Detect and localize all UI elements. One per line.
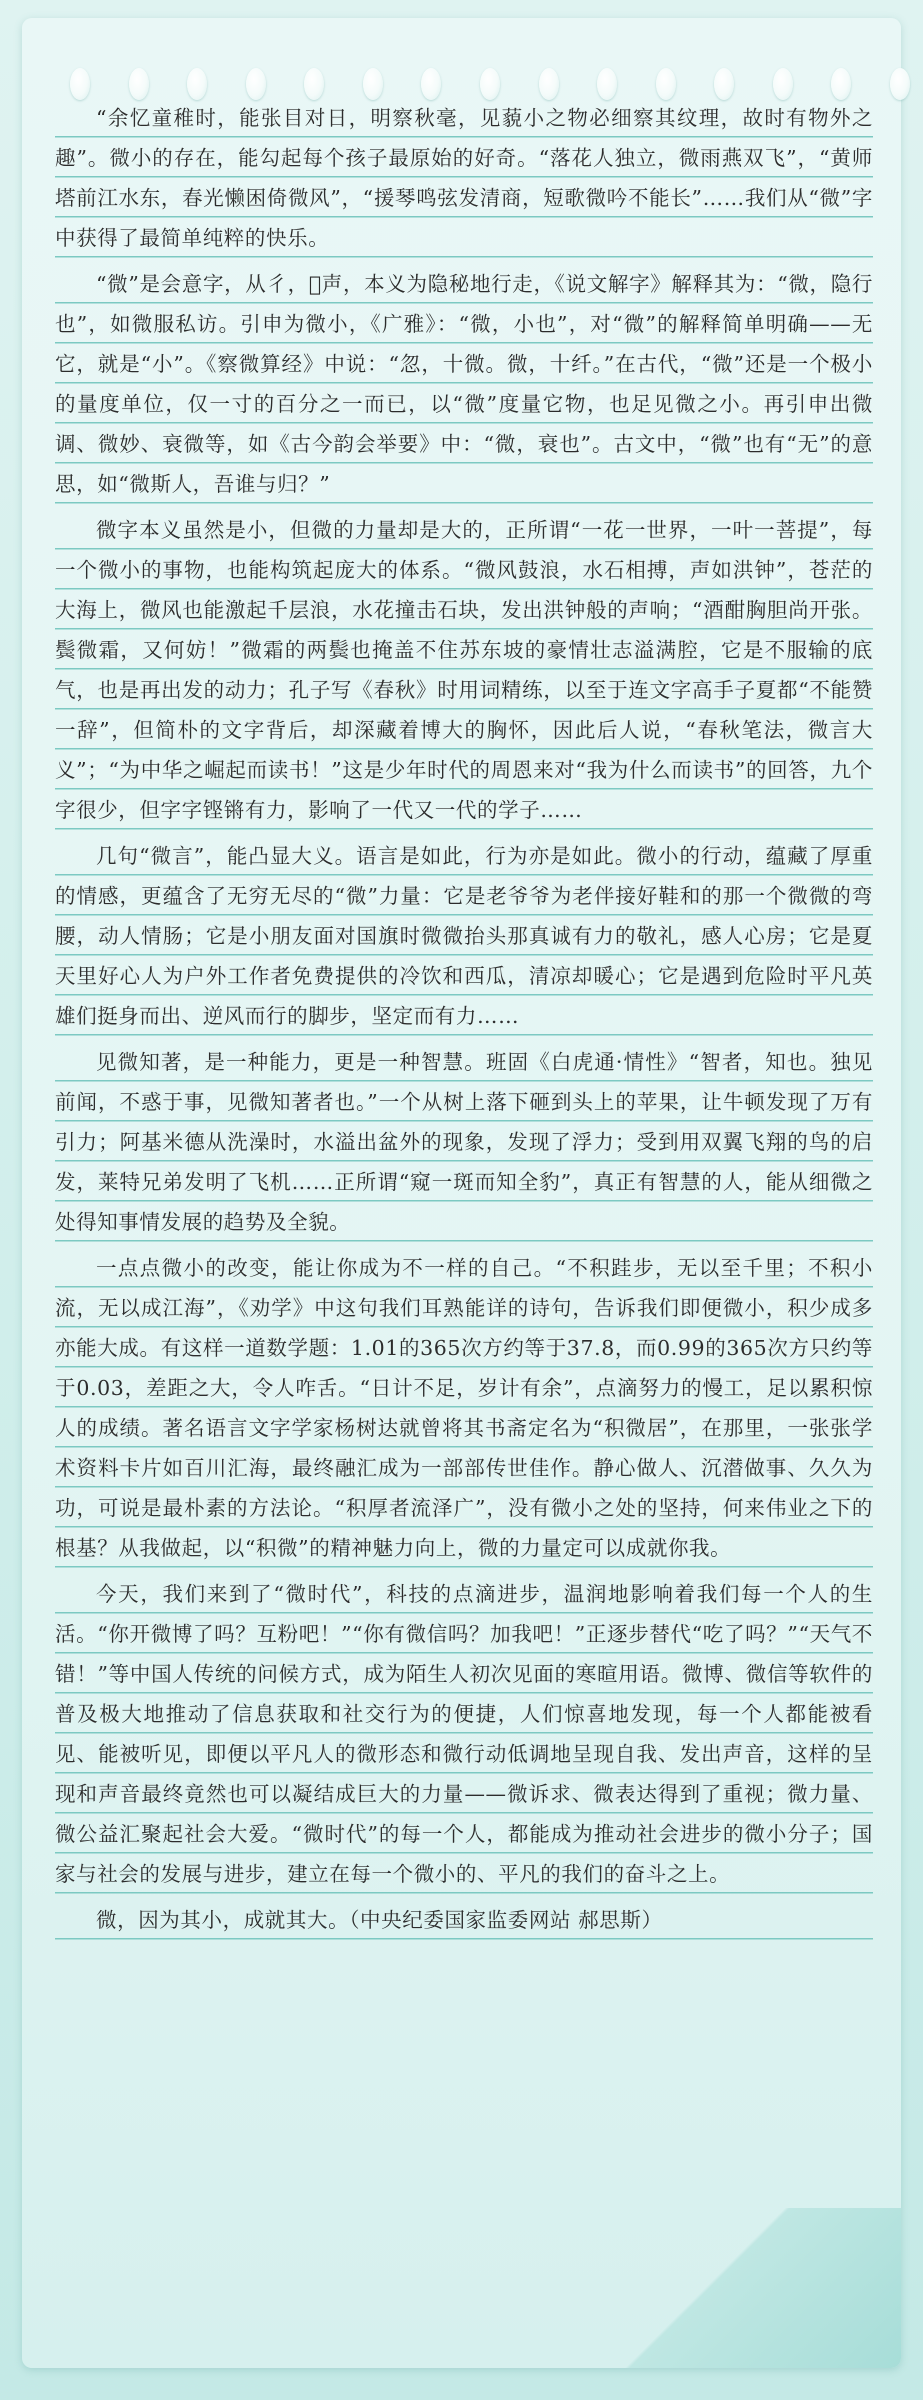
binding-hole	[421, 68, 441, 100]
article-paragraph: 几句“微言”，能凸显大义。语言是如此，行为亦是如此。微小的行动，蕴藏了厚重的情感，更蕴含了无穷无尽的“微”力量：它是老爷爷为老伴接好鞋和的那一个微微的弯腰，动人情肠；它是小朋友面对国旗时微微抬头那真诚有力的敬礼，感人心房；它是夏天里好心人为户外工作者免费提供的冷饮和西瓜，清凉却暖心；它是遇到危险时平凡英雄们挺身而出、逆风而行的脚步，坚定而有力……	[55, 836, 873, 1036]
binding-hole	[773, 68, 793, 100]
binding-hole	[831, 68, 851, 100]
binding-hole	[363, 68, 383, 100]
binding-hole	[714, 68, 734, 100]
binding-hole	[129, 68, 149, 100]
article-paragraph: “余忆童稚时，能张目对日，明察秋毫，见藐小之物必细察其纹理，故时有物外之趣”。微小的存在，能勾起每个孩子最原始的好奇。“落花人独立，微雨燕双飞”，“黄师塔前江水东，春光懒困倚微风”，“援琴鸣弦发清商，短歌微吟不能长”……我们从“微”字中获得了最简单纯粹的快乐。	[55, 98, 873, 258]
binding-hole	[597, 68, 617, 100]
article-paragraph: “微”是会意字，从彳，𢼸声，本义为隐秘地行走，《说文解字》解释其为：“微，隐行也”，如微服私访。引申为微小，《广雅》：“微，小也”，对“微”的解释简单明确——无它，就是“小”。《察微算经》中说：“忽，十微。微，十纤。”在古代，“微”还是一个极小的量度单位，仅一寸的百分之一而已，以“微”度量它物，也足见微之小。再引申出微调、微妙、衰微等，如《古今韵会举要》中：“微，衰也”。古文中，“微”也有“无”的意思，如“微斯人，吾谁与归？”	[55, 264, 873, 504]
article-body	[55, 98, 873, 1946]
binding-hole	[656, 68, 676, 100]
article-paragraph: 微，因为其小，成就其大。（中央纪委国家监委网站 郝思斯）	[55, 1900, 873, 1940]
article-paragraph: 微字本义虽然是小，但微的力量却是大的，正所谓“一花一世界，一叶一菩提”，每一个微小的事物，也能构筑起庞大的体系。“微风鼓浪，水石相搏，声如洪钟”，苍茫的大海上，微风也能激起千层浪，水花撞击石块，发出洪钟般的声响；“酒酣胸胆尚开张。鬓微霜，又何妨！”微霜的两鬓也掩盖不住苏东坡的豪情壮志溢满腔，它是不服输的底气，也是再出发的动力；孔子写《春秋》时用词精练，以至于连文字高手子夏都“不能赞一辞”，但简朴的文字背后，却深藏着博大的胸怀，因此后人说，“春秋笔法，微言大义”；“为中华之崛起而读书！”这是少年时代的周恩来对“我为什么而读书”的回答，九个字很少，但字字铿锵有力，影响了一代又一代的学子……	[55, 510, 873, 830]
binding-hole	[480, 68, 500, 100]
binding-hole	[890, 68, 910, 100]
page-curl	[601, 2208, 901, 2368]
article-paragraph: 见微知著，是一种能力，更是一种智慧。班固《白虎通·情性》“智者，知也。独见前闻，不惑于事，见微知著者也。”一个从树上落下砸到头上的苹果，让牛顿发现了万有引力；阿基米德从洗澡时，水溢出盆外的现象，发现了浮力；受到用双翼飞翔的鸟的启发，莱特兄弟发明了飞机……正所谓“窥一斑而知全豹”，真正有智慧的人，能从细微之处得知事情发展的趋势及全貌。	[55, 1042, 873, 1242]
article-paragraph: 一点点微小的改变，能让你成为不一样的自己。“不积跬步，无以至千里；不积小流，无以成江海”，《劝学》中这句我们耳熟能详的诗句，告诉我们即便微小，积少成多亦能大成。有这样一道数学题：1.01的365次方约等于37.8，而0.99的365次方只约等于0.03，差距之大，令人咋舌。“日计不足，岁计有余”，点滴努力的慢工，足以累积惊人的成绩。著名语言文字学家杨树达就曾将其书斋定名为“积微居”，在那里，一张张学术资料卡片如百川汇海，最终融汇成为一部部传世佳作。静心做人、沉潜做事、久久为功，可说是最朴素的方法论。“积厚者流泽广”，没有微小之处的坚持，何来伟业之下的根基？从我做起，以“积微”的精神魅力向上，微的力量定可以成就你我。	[55, 1248, 873, 1568]
article-paragraph: 今天，我们来到了“微时代”，科技的点滴进步，温润地影响着我们每一个人的生活。“你开微博了吗？互粉吧！”“你有微信吗？加我吧！”正逐步替代“吃了吗？”“天气不错！”等中国人传统的问候方式，成为陌生人初次见面的寒暄用语。微博、微信等软件的普及极大地推动了信息获取和社交行为的便捷，人们惊喜地发现，每一个人都能被看见、能被听见，即便以平凡人的微形态和微行动低调地呈现自我、发出声音，这样的呈现和声音最终竟然也可以凝结成巨大的力量——微诉求、微表达得到了重视；微力量、微公益汇聚起社会大爱。“微时代”的每一个人，都能成为推动社会进步的微小分子；国家与社会的发展与进步，建立在每一个微小的、平凡的我们的奋斗之上。	[55, 1574, 873, 1894]
binding-hole	[70, 68, 90, 100]
binding-hole	[187, 68, 207, 100]
binding-hole	[246, 68, 266, 100]
binding-hole	[539, 68, 559, 100]
binding-hole	[304, 68, 324, 100]
